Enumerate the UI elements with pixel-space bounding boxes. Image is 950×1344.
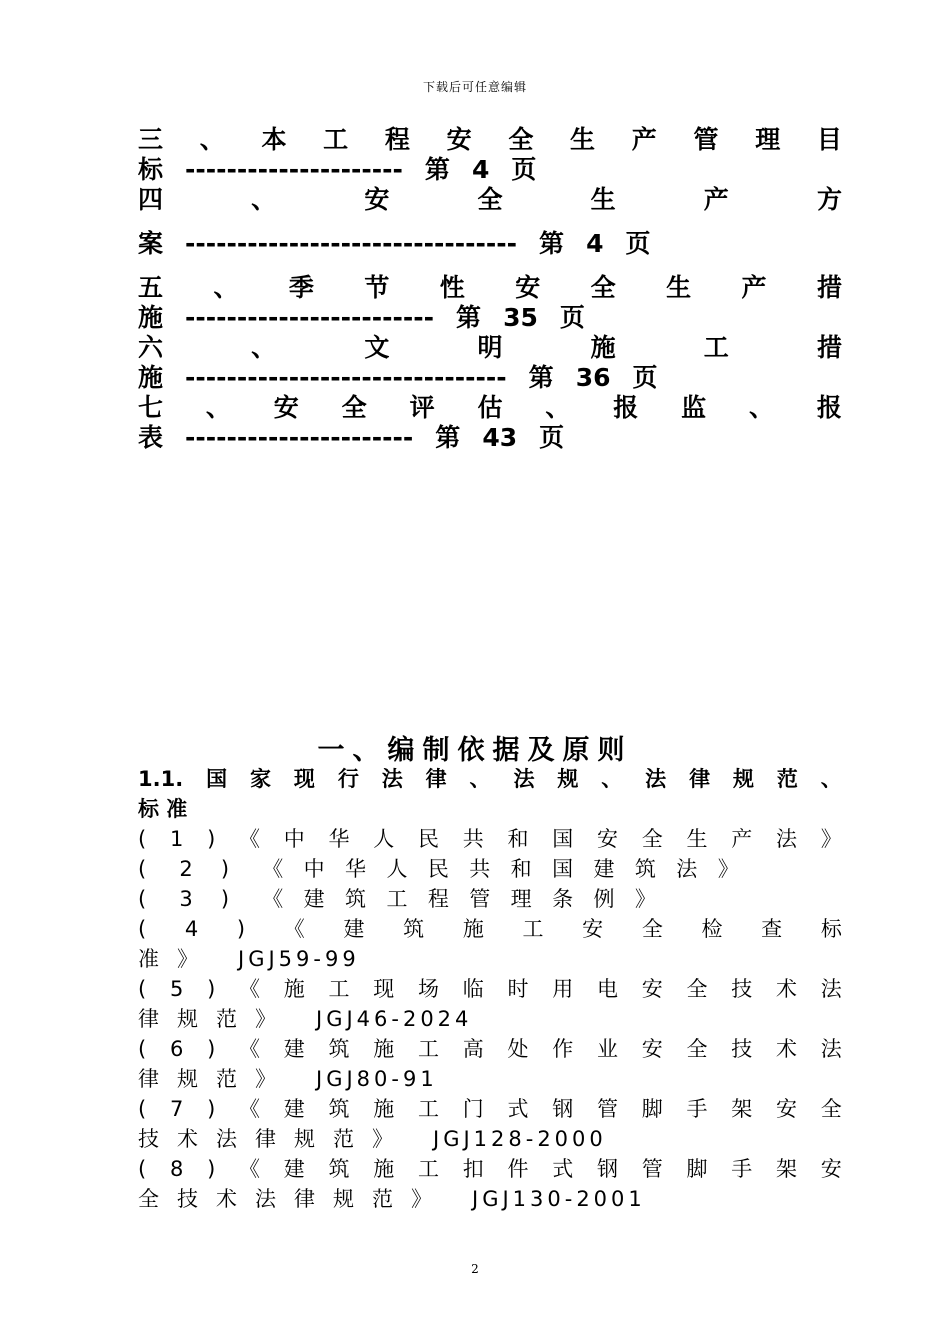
heading-char: 规 [732, 767, 754, 791]
reference-char: 架 [776, 1157, 798, 1181]
reference-line [138, 854, 842, 884]
reference-char: ( [138, 917, 147, 941]
toc-token: -------------------------------- [185, 229, 518, 258]
reference-char: 式 [552, 1157, 574, 1181]
reference-char: 华 [345, 857, 367, 881]
toc-char: 生 [590, 185, 616, 214]
reference-char: 法 [776, 827, 798, 851]
reference-char: ( [138, 1097, 147, 1121]
toc-token: 第 [528, 363, 554, 392]
reference-char: 业 [597, 1037, 619, 1061]
reference-char: 建 [283, 1157, 305, 1181]
toc-char: 安 [364, 185, 390, 214]
reference-char: ( [138, 887, 147, 911]
reference-char: 民 [427, 857, 449, 881]
toc-char: 程 [384, 125, 410, 154]
standard-code: JGJ128-2000 [433, 1127, 607, 1151]
toc-char: 管 [693, 125, 719, 154]
reference-char: 筑 [328, 1157, 350, 1181]
reference-char: 全 [641, 827, 663, 851]
reference-char: 工 [386, 887, 408, 911]
reference-char: 筑 [328, 1037, 350, 1061]
reference-char: ) [236, 917, 246, 941]
reference-char: ) [207, 1037, 216, 1061]
reference-char: 4 [184, 917, 199, 941]
toc-token: 第 [539, 229, 565, 258]
toc-token: 表 [138, 423, 164, 452]
reference-char: 中 [283, 827, 305, 851]
reference-char: 《 [239, 1157, 261, 1181]
toc-token: 页 [539, 423, 565, 452]
reference-char: 法 [820, 977, 842, 1001]
reference-char: 》 [820, 827, 842, 851]
reference-char: 安 [582, 917, 604, 941]
reference-char: 《 [239, 977, 261, 1001]
reference-char: 全 [820, 1097, 842, 1121]
toc-token: 43 [482, 423, 518, 452]
toc-char: 报 [613, 393, 639, 422]
reference-char: 钢 [552, 1097, 574, 1121]
reference-char: 用 [552, 977, 574, 1001]
reference-char: 工 [522, 917, 544, 941]
reference-char: 手 [686, 1097, 708, 1121]
reference-continuation [138, 944, 842, 974]
toc-token: 施 [138, 303, 164, 332]
toc-char: 全 [508, 125, 534, 154]
reference-char: 安 [641, 1037, 663, 1061]
toc-entry-title [138, 125, 842, 155]
reference-char: 法 [820, 1037, 842, 1061]
toc-token: ---------------------- [185, 423, 414, 452]
toc-entry-page [138, 423, 842, 453]
heading-char: 律 [425, 767, 447, 791]
heading-char: 、 [820, 767, 842, 791]
reference-char: 人 [386, 857, 408, 881]
reference-continuation [138, 1064, 842, 1094]
toc-token: 36 [575, 363, 611, 392]
reference-char: 现 [373, 977, 395, 1001]
toc-token: 标 [138, 155, 164, 184]
toc-token: --------------------- [185, 155, 403, 184]
reference-char: ( [138, 1157, 147, 1181]
toc-token: 4 [471, 155, 490, 184]
reference-char: 脚 [641, 1097, 663, 1121]
toc-token: 页 [625, 229, 651, 258]
toc-token: 第 [435, 423, 461, 452]
reference-item [138, 1094, 842, 1154]
toc-token: 35 [503, 303, 538, 332]
reference-char: 《 [239, 1037, 261, 1061]
heading-char: 现 [293, 767, 315, 791]
reference-char: 建 [593, 857, 615, 881]
reference-char: ( [138, 827, 147, 851]
subsection-heading [138, 764, 842, 824]
reference-name-end: 全技术法律规范》 [138, 1187, 450, 1211]
reference-char: 《 [239, 1097, 261, 1121]
reference-char: 时 [507, 977, 529, 1001]
toc-token: 页 [511, 155, 537, 184]
heading-char: 行 [337, 767, 359, 791]
reference-char: 1 [169, 827, 184, 851]
reference-char: 术 [776, 977, 798, 1001]
toc-char: 、 [251, 333, 277, 362]
reference-char: 电 [597, 977, 619, 1001]
toc-entry-title [138, 273, 842, 303]
reference-char: 手 [731, 1157, 753, 1181]
reference-char: ) [207, 1157, 216, 1181]
reference-char: 技 [731, 977, 753, 1001]
reference-char: 作 [552, 1037, 574, 1061]
reference-char: 式 [507, 1097, 529, 1121]
reference-item [138, 824, 842, 854]
reference-char: 检 [701, 917, 723, 941]
toc-char: 性 [439, 273, 465, 302]
reference-char: 《 [262, 887, 284, 911]
reference-char: 条 [552, 887, 574, 911]
reference-char: 高 [462, 1037, 484, 1061]
toc-char: 三 [138, 125, 164, 154]
reference-char: 安 [641, 977, 663, 1001]
reference-char: 法 [676, 857, 698, 881]
reference-char: 3 [179, 887, 193, 911]
toc-char: 节 [364, 273, 390, 302]
reference-char: 脚 [686, 1157, 708, 1181]
reference-char: 工 [418, 1097, 440, 1121]
reference-char: 管 [597, 1097, 619, 1121]
reference-char: ( [138, 857, 147, 881]
toc-char: 产 [703, 185, 729, 214]
reference-char: ) [207, 1097, 216, 1121]
standard-code: JGJ46-2024 [316, 1007, 473, 1031]
reference-continuation [138, 1004, 842, 1034]
reference-char: ) [220, 857, 230, 881]
toc-char: 工 [323, 125, 349, 154]
reference-char: 施 [283, 977, 305, 1001]
reference-char: 8 [169, 1157, 184, 1181]
heading-char: 国 [206, 767, 228, 791]
toc-entry-page [138, 155, 842, 185]
reference-char: 全 [686, 977, 708, 1001]
subsection-heading-line2: 标 准 [138, 797, 188, 821]
toc-char: 四 [138, 185, 164, 214]
toc-char: 、 [545, 393, 571, 422]
toc-char: 评 [409, 393, 435, 422]
reference-item [138, 884, 842, 914]
reference-char: 施 [373, 1037, 395, 1061]
reference-char: 全 [686, 1037, 708, 1061]
toc-char: 六 [138, 333, 164, 362]
heading-char: 、 [469, 767, 491, 791]
toc-char: 安 [273, 393, 299, 422]
reference-char: 民 [418, 827, 440, 851]
toc-entry [138, 333, 842, 393]
heading-char: 规 [557, 767, 579, 791]
subsection-heading-line1 [138, 764, 842, 794]
toc-char: 、 [199, 125, 225, 154]
toc-char: 产 [631, 125, 657, 154]
toc-char: 措 [816, 333, 842, 362]
reference-char: 筑 [634, 857, 656, 881]
toc-entry [138, 125, 842, 185]
reference-char: 处 [507, 1037, 529, 1061]
toc-char: 生 [666, 273, 692, 302]
standard-code: JGJ80-91 [316, 1067, 438, 1091]
reference-line [138, 824, 842, 854]
reference-char: 术 [776, 1037, 798, 1061]
reference-line [138, 1034, 842, 1064]
reference-char: 临 [462, 977, 484, 1001]
heading-char: 法 [645, 767, 667, 791]
standard-code: JGJ59-99 [238, 947, 360, 971]
reference-name-end: 技术法律规范》 [138, 1127, 411, 1151]
reference-char: 》 [717, 857, 739, 881]
reference-char: 共 [469, 857, 491, 881]
reference-char: 施 [373, 1157, 395, 1181]
reference-char: 生 [686, 827, 708, 851]
reference-char: 2 [179, 857, 193, 881]
section-title: 一、编制依据及原则 [317, 735, 633, 766]
reference-char: 架 [731, 1097, 753, 1121]
heading-char: 律 [689, 767, 711, 791]
reference-char: 《 [239, 827, 261, 851]
reference-char: 中 [303, 857, 325, 881]
reference-char: 施 [462, 917, 484, 941]
reference-line [138, 974, 842, 1004]
reference-char: 程 [427, 887, 449, 911]
reference-char: 共 [462, 827, 484, 851]
toc-char: 估 [477, 393, 503, 422]
reference-char: 工 [328, 977, 350, 1001]
toc-entry-title [138, 185, 842, 215]
reference-char: 安 [820, 1157, 842, 1181]
reference-line [138, 1154, 842, 1184]
reference-char: 筑 [403, 917, 425, 941]
reference-char: 建 [283, 1097, 305, 1121]
reference-char: 5 [169, 977, 184, 1001]
toc-char: 、 [251, 185, 277, 214]
reference-char: 门 [462, 1097, 484, 1121]
toc-char: 五 [138, 273, 164, 302]
reference-char: ( [138, 977, 147, 1001]
page-header: 下载后可任意编辑 [422, 80, 527, 94]
reference-char: ( [138, 1037, 147, 1061]
heading-char: 法 [381, 767, 403, 791]
reference-char: 施 [373, 1097, 395, 1121]
toc-char: 安 [446, 125, 472, 154]
reference-line [138, 914, 842, 944]
reference-char: 筑 [345, 887, 367, 911]
reference-char: ) [220, 887, 230, 911]
reference-char: 人 [373, 827, 395, 851]
toc-entry-title [138, 333, 842, 363]
heading-char: 、 [601, 767, 623, 791]
reference-name-end: 律规范》 [138, 1007, 294, 1031]
reference-char: 筑 [328, 1097, 350, 1121]
toc-char: 施 [590, 333, 616, 362]
toc-char: 全 [341, 393, 367, 422]
toc-entry-page [138, 303, 842, 333]
reference-char: 工 [418, 1037, 440, 1061]
toc-char: 、 [205, 393, 231, 422]
reference-item [138, 1034, 842, 1094]
heading-char: 范 [776, 767, 798, 791]
page-number: 2 [471, 1262, 479, 1276]
reference-char: 和 [507, 827, 529, 851]
toc-char: 监 [681, 393, 707, 422]
toc-char: 全 [590, 273, 616, 302]
reference-line [138, 1094, 842, 1124]
toc-entry [138, 393, 842, 453]
heading-char: 1.1. [138, 767, 184, 791]
reference-char: 7 [169, 1097, 184, 1121]
toc-char: 本 [261, 125, 287, 154]
reference-char: 安 [776, 1097, 798, 1121]
reference-item [138, 1154, 842, 1214]
toc-char: 、 [213, 273, 239, 302]
reference-char: 件 [507, 1157, 529, 1181]
reference-item [138, 974, 842, 1034]
reference-char: 全 [641, 917, 663, 941]
toc-char: 明 [477, 333, 503, 362]
reference-name-end: 准》 [138, 947, 216, 971]
toc-entry-page [138, 363, 842, 393]
toc-char: 理 [755, 125, 781, 154]
reference-list [138, 824, 842, 1214]
reference-char: 华 [328, 827, 350, 851]
toc-entry [138, 185, 842, 259]
toc-entry-title [138, 393, 842, 423]
toc-char: 全 [477, 185, 503, 214]
reference-char: 工 [418, 1157, 440, 1181]
toc-char: 七 [138, 393, 164, 422]
reference-char: 技 [731, 1037, 753, 1061]
reference-char: 《 [262, 857, 284, 881]
toc-token: 页 [559, 303, 585, 332]
reference-char: 理 [510, 887, 532, 911]
reference-item [138, 854, 842, 884]
toc-char: 安 [515, 273, 541, 302]
heading-char: 家 [250, 767, 271, 791]
reference-char: 管 [641, 1157, 663, 1181]
toc-char: 措 [816, 273, 842, 302]
reference-char: 6 [169, 1037, 184, 1061]
reference-char: 钢 [597, 1157, 619, 1181]
toc-token: 页 [632, 363, 658, 392]
toc-entry-page [138, 229, 842, 259]
reference-char: 国 [552, 857, 574, 881]
reference-char: 国 [552, 827, 574, 851]
reference-item [138, 914, 842, 974]
toc-token: 第 [456, 303, 482, 332]
toc-token: ------------------------------- [185, 363, 507, 392]
reference-char: 管 [469, 887, 491, 911]
toc-char: 工 [703, 333, 729, 362]
reference-line [138, 884, 842, 914]
toc-token: 施 [138, 363, 164, 392]
standard-code: JGJ130-2001 [472, 1187, 646, 1211]
reference-char: 和 [510, 857, 532, 881]
toc-char: 生 [570, 125, 596, 154]
heading-char: 法 [513, 767, 535, 791]
toc-token: 第 [424, 155, 450, 184]
toc-char: 文 [364, 333, 390, 362]
table-of-contents [138, 125, 842, 453]
toc-char: 季 [288, 273, 314, 302]
reference-char: 产 [731, 827, 753, 851]
toc-token: 4 [586, 229, 604, 258]
reference-char: 建 [343, 917, 365, 941]
toc-char: 、 [749, 393, 775, 422]
reference-continuation [138, 1124, 842, 1154]
reference-char: 建 [283, 1037, 305, 1061]
toc-char: 方 [816, 185, 842, 214]
reference-char: 查 [761, 917, 783, 941]
reference-char: 场 [418, 977, 440, 1001]
reference-char: 建 [303, 887, 325, 911]
reference-char: ) [207, 827, 216, 851]
toc-entry [138, 273, 842, 333]
reference-continuation [138, 1184, 842, 1214]
toc-token: ------------------------ [185, 303, 435, 332]
toc-char: 报 [816, 393, 842, 422]
toc-char: 目 [816, 125, 842, 154]
toc-token: 案 [138, 229, 164, 258]
reference-char: 扣 [462, 1157, 484, 1181]
reference-char: 例 [593, 887, 615, 911]
reference-name-end: 律规范》 [138, 1067, 294, 1091]
reference-char: 《 [283, 917, 305, 941]
reference-char: ) [207, 977, 216, 1001]
reference-char: 》 [634, 887, 656, 911]
reference-char: 标 [820, 917, 842, 941]
toc-char: 产 [741, 273, 767, 302]
reference-char: 安 [597, 827, 619, 851]
